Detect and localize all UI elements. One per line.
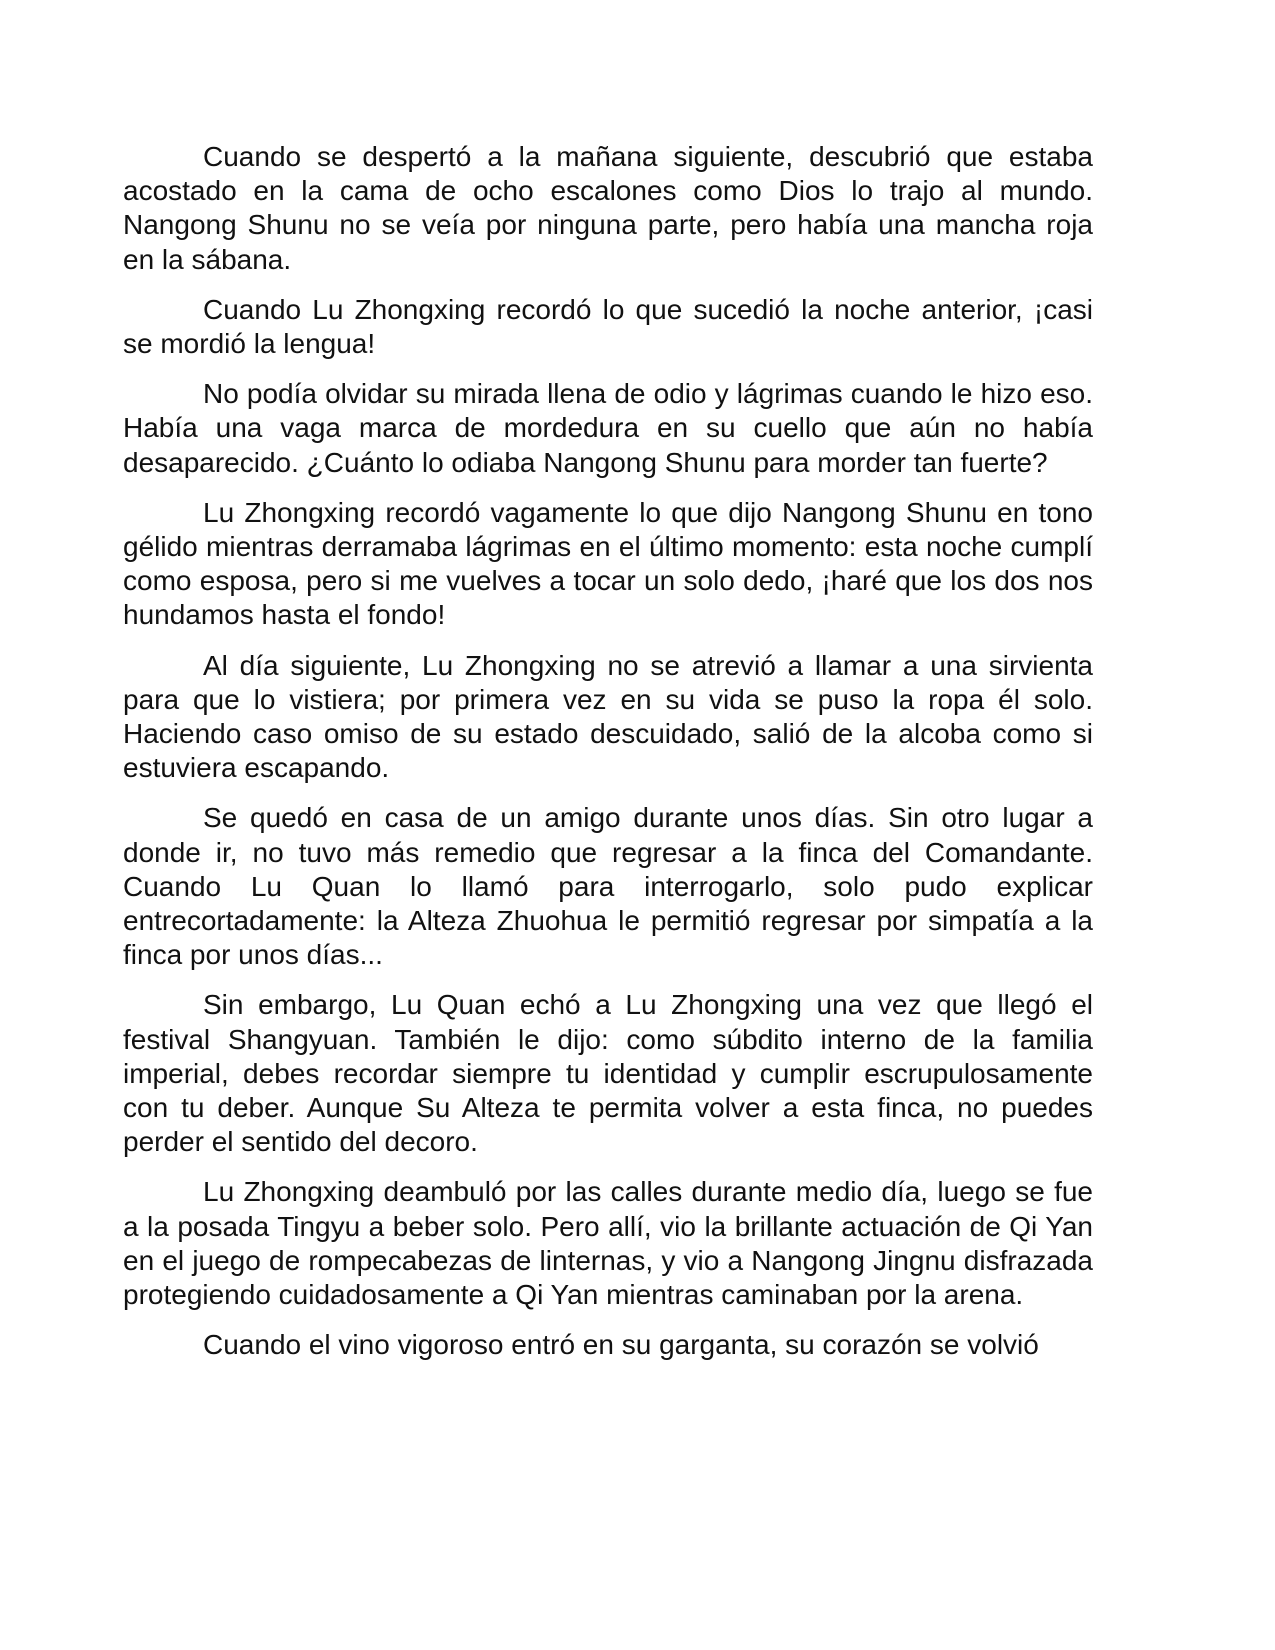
paragraph-3: No podía olvidar su mirada llena de odio y lágrimas cuando le hizo eso. Había una vaga marca de mordedura en su cuello que aún no había desaparecido. ¿Cuánto lo odiaba Nangong Shunu para morder tan fuerte?: [123, 378, 1093, 478]
paragraph-4: Lu Zhongxing recordó vagamente lo que dijo Nangong Shunu en tono gélido mientras derramaba lágrimas en el último momento: esta noche cumplí como esposa, pero si me vuelves a tocar un solo dedo, ¡haré que los dos nos hundamos hasta el fondo!: [123, 496, 1093, 631]
document-page: [123, 140, 1093, 1379]
paragraph-7: Sin embargo, Lu Quan echó a Lu Zhongxing una vez que llegó el festival Shangyuan. También le dijo: como súbdito interno de la familia imperial, debes recordar siempre tu identidad y cumplir escrupulosamente con tu deber. Aunque Su Alteza te permita volver a esta finca, no puedes perder el sentido del decoro.: [123, 989, 1093, 1158]
paragraph-2: Cuando Lu Zhongxing recordó lo que sucedió la noche anterior, ¡casi se mordió la lengua!: [123, 293, 1093, 360]
paragraph-9: Cuando el vino vigoroso entró en su garganta, su corazón se volvió: [203, 1329, 1039, 1361]
paragraph-6: Se quedó en casa de un amigo durante unos días. Sin otro lugar a donde ir, no tuvo más remedio que regresar a la finca del Comandante. Cuando Lu Quan lo llamó para interrogarlo, solo pudo explicar entrecortadamente: la Alteza Zhuohua le permitió regresar por simpatía a la finca por unos días...: [123, 802, 1093, 971]
paragraph-1: Cuando se despertó a la mañana siguiente, descubrió que estaba acostado en la cama de ocho escalones como Dios lo trajo al mundo. Nangong Shunu no se veía por ninguna parte, pero había una mancha roja en la sábana.: [123, 141, 1093, 275]
paragraph-8: Lu Zhongxing deambuló por las calles durante medio día, luego se fue a la posada Tingyu a beber solo. Pero allí, vio la brillante actuación de Qi Yan en el juego de rompecabezas de linternas, y vio a Nangong Jingnu disfrazada protegiendo cuidadosamente a Qi Yan mientras caminaban por la arena.: [123, 1176, 1093, 1311]
paragraph-5: Al día siguiente, Lu Zhongxing no se atrevió a llamar a una sirvienta para que lo vistiera; por primera vez en su vida se puso la ropa él solo. Haciendo caso omiso de su estado descuidado, salió de la alcoba como si estuviera escapando.: [123, 649, 1093, 784]
